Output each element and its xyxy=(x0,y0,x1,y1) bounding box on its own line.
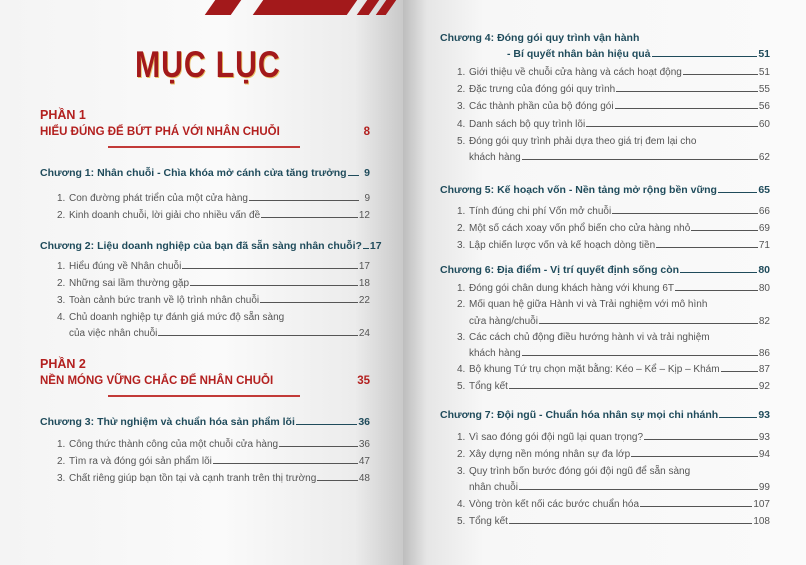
right-page xyxy=(403,0,806,565)
decorative-stripe xyxy=(205,0,242,15)
toc-entry-cont[interactable] xyxy=(469,479,770,493)
part-label: PHẦN 1 xyxy=(40,108,86,122)
entry-title: Hiểu đúng về Nhân chuỗi xyxy=(69,261,182,272)
entry-number: 4. xyxy=(457,119,466,130)
part-label: PHẦN 2 xyxy=(40,357,86,371)
entry-title: Vì sao đóng gói đội ngũ lại quan trọng? xyxy=(469,432,644,443)
entry-title: Tính đúng chi phí Vốn mở chuỗi xyxy=(469,206,612,217)
entry-page: 87 xyxy=(758,364,770,375)
entry-title: Lập chiến lược vốn và kế hoạch dòng tiền xyxy=(469,240,656,251)
entry-number: 4. xyxy=(457,364,466,375)
toc-entry[interactable] xyxy=(457,116,770,130)
toc-entry[interactable] xyxy=(457,64,770,78)
leader-line xyxy=(652,56,758,57)
toc-entry[interactable] xyxy=(57,190,370,204)
leader-line xyxy=(279,446,358,447)
entry-page: 24 xyxy=(358,328,370,339)
toc-entry[interactable] xyxy=(57,258,370,272)
entry-number: 1. xyxy=(457,432,466,443)
leader-line xyxy=(615,108,758,109)
leader-line xyxy=(691,230,758,231)
entry-page: 56 xyxy=(758,101,770,112)
chapter-heading[interactable] xyxy=(440,182,770,196)
entry-title-cont: khách hàng xyxy=(469,152,521,163)
leader-line xyxy=(656,247,758,248)
entry-title: Các cách chủ động điều hướng hành vi và trải nghiệm xyxy=(469,332,710,343)
leader-line xyxy=(586,126,758,127)
entry-page: 99 xyxy=(758,482,770,493)
entry-number: 1. xyxy=(57,193,66,204)
toc-entry[interactable] xyxy=(457,329,770,343)
entry-title: Bộ khung Tứ trụ chọn mặt bằng: Kéo – Kể – Kịp – Khám xyxy=(469,364,720,375)
part-underline xyxy=(108,146,300,148)
leader-line xyxy=(190,285,358,286)
entry-number: 2. xyxy=(457,223,466,234)
entry-page: 12 xyxy=(358,210,370,221)
entry-number: 1. xyxy=(457,206,466,217)
entry-title-cont: của việc nhân chuỗi xyxy=(69,328,158,339)
toc-entry[interactable] xyxy=(457,237,770,251)
entry-number: 3. xyxy=(457,332,466,343)
entry-page: 55 xyxy=(758,84,770,95)
entry-title: Kinh doanh chuỗi, lời giải cho nhiều vấn đề xyxy=(69,210,261,221)
entry-title: Chất riêng giúp bạn tồn tại và cạnh tranh trên thị trường xyxy=(69,473,317,484)
entry-page: 22 xyxy=(358,295,370,306)
entry-number: 3. xyxy=(57,473,66,484)
entry-page: 92 xyxy=(758,381,770,392)
chapter-page: 65 xyxy=(758,184,770,196)
entry-page: 69 xyxy=(758,223,770,234)
chapter-title: Chương 1: Nhân chuỗi - Chìa khóa mở cánh cửa tăng trưởng xyxy=(40,167,347,179)
entry-title: Vòng tròn kết nối các bước chuẩn hóa xyxy=(469,499,640,510)
entry-page: 62 xyxy=(758,152,770,163)
leader-line xyxy=(644,439,758,440)
leader-line xyxy=(158,335,357,336)
entry-page: 94 xyxy=(758,449,770,460)
page-title: MỤC LỤC xyxy=(135,44,281,85)
entry-number: 4. xyxy=(57,312,66,323)
toc-entry[interactable] xyxy=(57,470,370,484)
entry-title: Chủ doanh nghiệp tự đánh giá mức độ sẵn sàng xyxy=(69,312,285,323)
entry-number: 2. xyxy=(57,278,66,289)
chapter-heading[interactable] xyxy=(40,238,382,252)
toc-entry[interactable] xyxy=(457,280,770,294)
entry-number: 2. xyxy=(457,449,466,460)
entry-page: 9 xyxy=(364,193,370,204)
entry-title: Mối quan hệ giữa Hành vi và Trải nghiệm với mô hình xyxy=(469,299,708,310)
decorative-stripe xyxy=(376,0,397,15)
toc-entry[interactable] xyxy=(57,207,370,221)
entry-number: 4. xyxy=(457,499,466,510)
toc-entry[interactable] xyxy=(457,133,770,147)
entry-title: Tổng kết xyxy=(469,516,508,527)
entry-title: Giới thiệu về chuỗi cửa hàng và cách hoạt động xyxy=(469,67,682,78)
entry-title-cont: khách hàng xyxy=(469,348,521,359)
entry-number: 3. xyxy=(457,101,466,112)
entry-page: 48 xyxy=(358,473,370,484)
entry-number: 2. xyxy=(57,210,66,221)
chapter-title: Chương 4: Đóng gói quy trình vận hành xyxy=(440,32,640,44)
entry-number: 2. xyxy=(457,84,466,95)
entry-page: 47 xyxy=(358,456,370,467)
leader-line xyxy=(675,290,758,291)
leader-line xyxy=(522,159,758,160)
chapter-page: 80 xyxy=(758,264,770,276)
leader-line xyxy=(249,200,359,201)
leader-line xyxy=(640,506,752,507)
toc-entry[interactable] xyxy=(457,361,770,375)
leader-line xyxy=(260,302,358,303)
toc-entry[interactable] xyxy=(457,81,770,95)
leader-line xyxy=(718,192,757,193)
toc-entry[interactable] xyxy=(57,309,370,323)
part-title: HIỂU ĐÚNG ĐỂ BỨT PHÁ VỚI NHÂN CHUỖI xyxy=(40,126,280,138)
entry-number: 2. xyxy=(457,299,466,310)
entry-page: 18 xyxy=(358,278,370,289)
entry-page: 17 xyxy=(358,261,370,272)
chapter-page: 17 xyxy=(369,240,382,252)
chapter-heading-cont[interactable] xyxy=(507,46,770,60)
toc-entry[interactable] xyxy=(457,463,770,477)
entry-number: 2. xyxy=(57,456,66,467)
leader-line xyxy=(683,74,758,75)
entry-number: 1. xyxy=(57,439,66,450)
leader-line xyxy=(721,371,758,372)
entry-title-cont: cửa hàng/chuỗi xyxy=(469,316,538,327)
toc-entry[interactable] xyxy=(57,436,370,450)
entry-number: 3. xyxy=(457,466,466,477)
entry-page: 93 xyxy=(758,432,770,443)
toc-entry[interactable] xyxy=(457,296,770,310)
entry-number: 3. xyxy=(57,295,66,306)
entry-number: 1. xyxy=(57,261,66,272)
entry-title-cont: nhân chuỗi xyxy=(469,482,518,493)
chapter-title: Chương 6: Địa điểm - Vị trí quyết định sống còn xyxy=(440,264,680,276)
chapter-heading[interactable] xyxy=(440,262,770,276)
leader-line xyxy=(522,355,758,356)
toc-entry-cont[interactable] xyxy=(469,149,770,163)
entry-number: 5. xyxy=(457,516,466,527)
toc-entry[interactable] xyxy=(457,220,770,234)
toc-entry-cont[interactable] xyxy=(469,313,770,327)
chapter-page: 9 xyxy=(364,167,370,179)
part-underline xyxy=(108,395,300,397)
part-page: 35 xyxy=(357,375,370,387)
entry-title: Danh sách bộ quy trình lõi xyxy=(469,119,586,130)
part-page: 8 xyxy=(363,126,370,138)
leader-line xyxy=(631,456,758,457)
entry-page: 107 xyxy=(753,499,770,510)
entry-title: Đặc trưng của đóng gói quy trình xyxy=(469,84,616,95)
leader-line xyxy=(261,217,358,218)
leader-line xyxy=(616,91,758,92)
entry-number: 1. xyxy=(457,67,466,78)
entry-title: Toàn cảnh bức tranh về lộ trình nhân chuỗi xyxy=(69,295,260,306)
entry-number: 1. xyxy=(457,283,466,294)
chapter-heading[interactable] xyxy=(440,407,770,421)
chapter-heading[interactable] xyxy=(40,165,370,179)
chapter-title: Chương 3: Thử nghiệm và chuẩn hóa sản phẩm lõi xyxy=(40,416,295,428)
entry-page: 66 xyxy=(758,206,770,217)
leader-line xyxy=(680,272,757,273)
chapter-title: Chương 7: Đội ngũ - Chuẩn hóa nhân sự mọi chi nhánh xyxy=(440,409,719,421)
leader-line xyxy=(317,480,358,481)
leader-line xyxy=(348,175,359,176)
toc-entry[interactable] xyxy=(57,292,370,306)
leader-line xyxy=(719,417,757,418)
leader-line xyxy=(182,268,358,269)
entry-title: Đóng gói quy trình phải dựa theo giá trị đem lại cho xyxy=(469,136,697,147)
leader-line xyxy=(363,248,369,249)
chapter-page: 51 xyxy=(758,48,770,60)
decorative-stripe xyxy=(253,0,358,15)
chapter-title: Chương 5: Kế hoạch vốn - Nền tảng mở rộng bền vững xyxy=(440,184,717,196)
part-heading[interactable] xyxy=(40,357,370,387)
entry-page: 82 xyxy=(758,316,770,327)
toc-entry-cont[interactable] xyxy=(69,325,370,339)
chapter-page: 93 xyxy=(758,409,770,421)
entry-number: 5. xyxy=(457,381,466,392)
leader-line xyxy=(519,489,758,490)
toc-entry[interactable] xyxy=(457,496,770,510)
toc-entry[interactable] xyxy=(457,378,770,392)
leader-line xyxy=(612,213,758,214)
part-heading[interactable] xyxy=(40,108,370,138)
toc-entry[interactable] xyxy=(457,446,770,460)
entry-number: 5. xyxy=(457,136,466,147)
entry-page: 86 xyxy=(758,348,770,359)
toc-entry-cont[interactable] xyxy=(469,345,770,359)
leader-line xyxy=(213,463,358,464)
toc-entry[interactable] xyxy=(57,275,370,289)
chapter-subtitle: - Bí quyết nhân bản hiệu quả xyxy=(507,48,651,60)
entry-title: Những sai lầm thường gặp xyxy=(69,278,190,289)
entry-page: 71 xyxy=(758,240,770,251)
entry-page: 51 xyxy=(758,67,770,78)
leader-line xyxy=(539,323,758,324)
entry-page: 108 xyxy=(753,516,770,527)
entry-title: Xây dựng nền móng nhân sự đa lớp xyxy=(469,449,631,460)
chapter-heading[interactable] xyxy=(40,414,370,428)
entry-title: Các thành phần của bộ đóng gói xyxy=(469,101,614,112)
entry-title: Một số cách xoay vốn phổ biến cho cửa hàng nhỏ xyxy=(469,223,691,234)
leader-line xyxy=(509,523,752,524)
chapter-heading[interactable] xyxy=(440,30,770,44)
entry-title: Quy trình bốn bước đóng gói đội ngũ để sẵn sàng xyxy=(469,466,691,477)
leader-line xyxy=(509,388,758,389)
entry-number: 3. xyxy=(457,240,466,251)
toc-entry[interactable] xyxy=(57,453,370,467)
entry-page: 36 xyxy=(358,439,370,450)
entry-page: 60 xyxy=(758,119,770,130)
entry-title: Công thức thành công của một chuỗi cửa hàng xyxy=(69,439,279,450)
entry-title: Tổng kết xyxy=(469,381,508,392)
entry-title: Tìm ra và đóng gói sản phẩm lõi xyxy=(69,456,212,467)
leader-line xyxy=(296,424,357,425)
toc-entry[interactable] xyxy=(457,98,770,112)
toc-entry[interactable] xyxy=(457,203,770,217)
toc-entry[interactable] xyxy=(457,429,770,443)
entry-page: 80 xyxy=(758,283,770,294)
entry-title: Đóng gói chân dung khách hàng với khung 6T xyxy=(469,283,675,294)
toc-entry[interactable] xyxy=(457,513,770,527)
part-title: NỀN MÓNG VỮNG CHẮC ĐỂ NHÂN CHUỖI xyxy=(40,375,274,387)
chapter-page: 36 xyxy=(358,416,370,428)
chapter-title: Chương 2: Liệu doanh nghiệp của bạn đã sẵn sàng nhân chuỗi? xyxy=(40,240,362,252)
entry-title: Con đường phát triển của một cửa hàng xyxy=(69,193,248,204)
